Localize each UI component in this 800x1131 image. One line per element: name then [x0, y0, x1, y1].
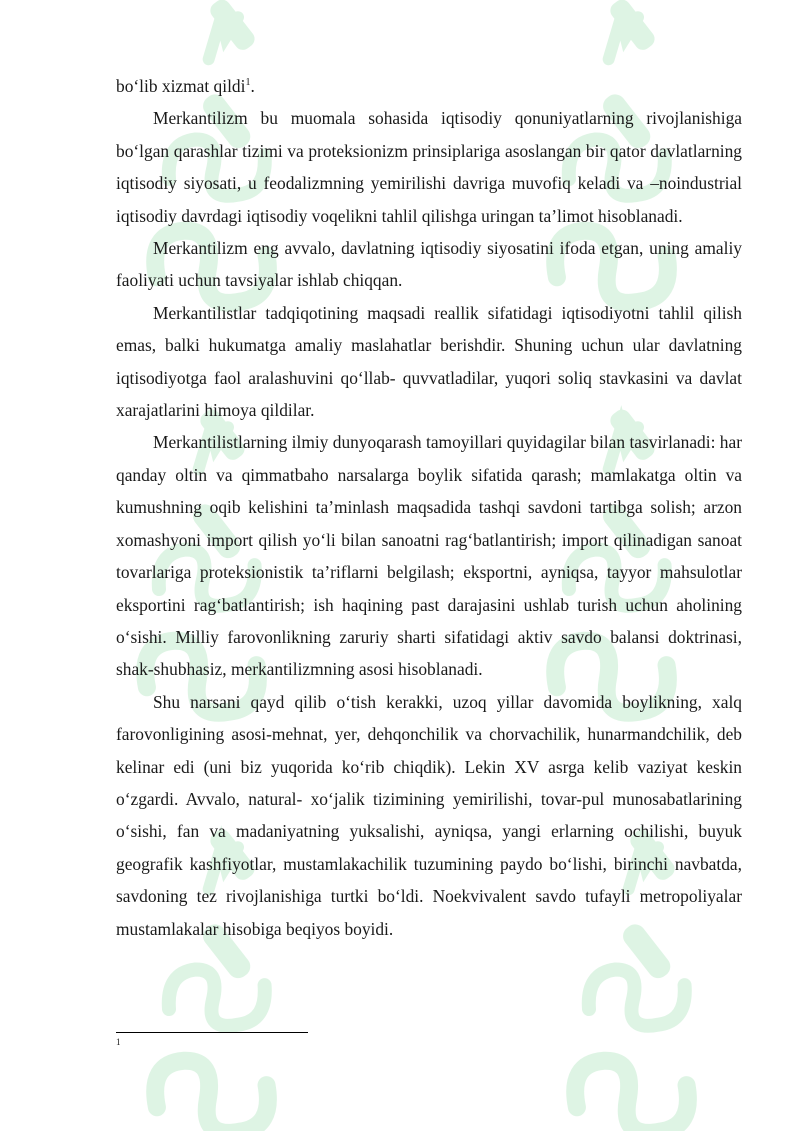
footnote-divider	[116, 1032, 308, 1033]
footnote-reference[interactable]: 1	[245, 77, 251, 89]
paragraph-continuation	[116, 70, 742, 102]
footnote-mark: 1	[116, 1037, 121, 1047]
paragraph-mercantilism-definition: Merkantilizm bu muomala sohasida iqtisodiy qonuniyatlarning rivojlanishiga bo‘lgan qarashlar tizimi va proteksionizm prinsiplariga asoslangan bir qator davlatlarning iqtisodiy siyosati, u feodalizmning yemirilishi davriga muvofiq keladi va –noindustrial iqtisodiy davrdagi iqtisodiy voqelikni tahlil qilishga uringan ta’limot hisoblanadi.	[116, 108, 742, 226]
paragraph-mercantilism-policy: Merkantilizm eng avvalo, davlatning iqtisodiy siyosatini ifoda etgan, uning amaliy faoliyati uchun tavsiyalar ishlab chiqqan.	[116, 238, 742, 291]
paragraph-historical-context: Shu narsani qayd qilib o‘tish kerakki, uzoq yillar davomida boylikning, xalq farovonligining asosi-mehnat, yer, dehqonchilik va chorvachilik, hunarmandchilik, deb kelinar edi (uni biz yuqorida ko‘rib chiqdik). Lekin XV asrga kelib vaziyat keskin o‘zgardi. Avvalo, natural- xo‘jalik tizimining yemirilishi, tovar-pul munosabatlarining o‘sishi, fan va madaniyatning yuksalishi, ayniqsa, yangi erlarning ochilishi, buyuk geografik kashfiyotlar, mustamlakachilik tuzumining paydo bo‘lishi, birinchi navbatda, savdoning tez rivojlanishiga turtki bo‘ldi. Noekvivalent savdo tufayli metropoliyalar mustamlakalar hisobiga beqiyos boyidi.	[116, 691, 742, 939]
paragraph-end: .	[250, 76, 255, 96]
paragraph-mercantilists-principles: Merkantilistlarning ilmiy dunyoqarash tamoyillari quyidagilar bilan tasvirlanadi: har qanday oltin va qimmatbaho narsalarga boylik sifatida qarash; mamlakatga oltin va kumushning oqib kelishini ta’minlash maqsadida tashqi savdoni tartibga solish; arzon xomashyoni import qilish yo‘li bilan sanoatni rag‘batlantirish; import qilinadigan sanoat tovarlariga proteksionistik ta’riflarni belgilash; eksportni, ayniqsa, tayyor mahsulotlar eksportini rag‘batlantirish; ish haqining past darajasini ushlab turish uchun aholining o‘sishi. Milliy farovonlikning zaruriy sharti sifatidagi aktiv savdo balansi doktrinasi, shak-shubhasiz, merkantilizmning asosi hisoblanadi.	[116, 432, 742, 680]
paragraph-mercantilists-goal: Merkantilistlar tadqiqotining maqsadi reallik sifatidagi iqtisodiyotni tahlil qilish emas, balki hukumatga amaliy maslahatlar berishdir. Shuning uchun ular davlatning iqtisodiyotga faol aralashuvini qo‘llab- quvvatladilar, yuqori soliq stavkasini va davlat xarajatlarini himoya qildilar.	[116, 302, 742, 421]
document-body	[116, 70, 742, 945]
paragraph-text: bo‘lib xizmat qildi	[116, 76, 246, 96]
